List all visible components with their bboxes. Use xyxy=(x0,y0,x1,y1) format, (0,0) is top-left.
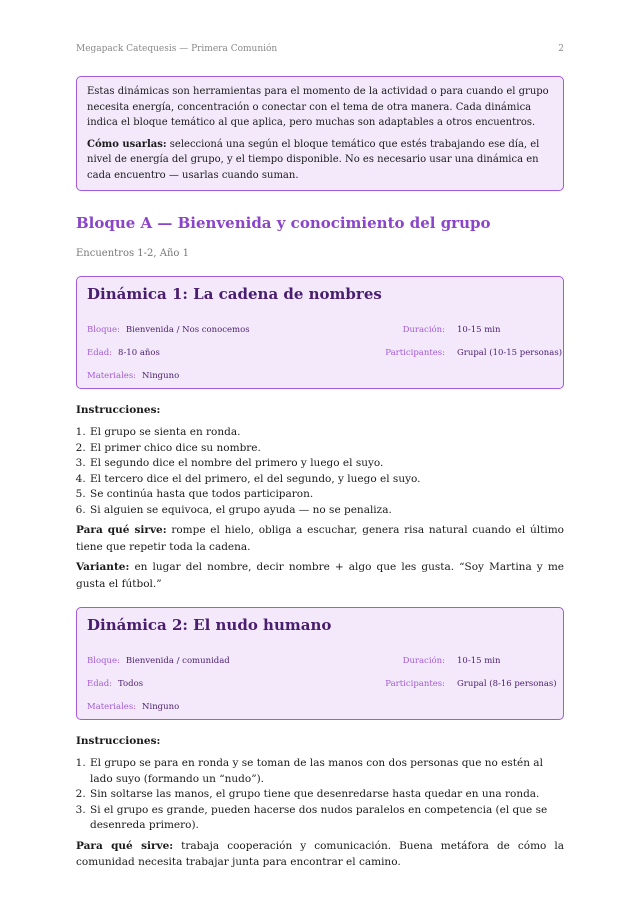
meta-value: 10-15 min xyxy=(457,325,501,335)
meta-label: Duración: xyxy=(402,656,445,666)
section-subtitle: Encuentros 1-2, Año 1 xyxy=(76,248,189,259)
dinamica-title: Dinámica 2: El nudo humano xyxy=(87,616,332,634)
meta-value: 8-10 años xyxy=(118,348,160,358)
meta-materiales xyxy=(87,702,179,712)
meta-participantes xyxy=(385,348,563,358)
purpose-text: trabaja cooperación y comunicación. Buena metáfora de cómo la comunidad necesita trabajar junta para encontrar el camino. xyxy=(76,839,565,868)
meta-value: Bienvenida / comunidad xyxy=(125,656,230,666)
instructions-heading: Instrucciones: xyxy=(76,404,161,416)
variant-paragraph xyxy=(76,559,564,592)
header-title: Megapack Catequesis — Primera Comunión xyxy=(76,44,278,54)
page-content xyxy=(76,76,564,871)
meta-value: Ninguno xyxy=(142,702,180,712)
meta-label: Materiales: xyxy=(87,371,137,381)
purpose-paragraph xyxy=(76,522,564,555)
intro-usage-paragraph xyxy=(87,137,553,184)
meta-participantes xyxy=(385,679,557,689)
instruction-step: 3. El segundo dice el nombre del primero y luego el suyo. xyxy=(89,456,564,472)
instruction-step: 2. Sin soltarse las manos, el grupo tiene que desenredarse hasta quedar en una ronda. xyxy=(89,787,564,803)
instructions-list xyxy=(76,425,564,518)
meta-label: Participantes: xyxy=(385,679,445,689)
meta-edad xyxy=(87,348,160,358)
section-title: Bloque A — Bienvenida y conocimiento del grupo xyxy=(76,214,491,232)
dinamica-card xyxy=(76,276,564,389)
meta-label: Edad: xyxy=(87,679,113,689)
meta-bloque xyxy=(87,656,230,666)
dinamica-meta xyxy=(87,304,563,384)
meta-value: Grupal (8-16 personas) xyxy=(457,679,557,689)
instructions-heading: Instrucciones: xyxy=(76,735,161,747)
meta-value: 10-15 min xyxy=(457,656,501,666)
instructions-list xyxy=(76,756,564,834)
instruction-step: 1. El grupo se sienta en ronda. xyxy=(89,425,564,441)
page-header xyxy=(76,44,564,56)
dinamica-title: Dinámica 1: La cadena de nombres xyxy=(87,285,382,303)
purpose-paragraph xyxy=(76,838,564,871)
meta-label: Materiales: xyxy=(87,702,137,712)
meta-label: Bloque: xyxy=(87,325,120,335)
variant-label: Variante: xyxy=(76,561,130,573)
meta-label: Bloque: xyxy=(87,656,120,666)
meta-value: Todos xyxy=(118,679,144,689)
purpose-label: Para qué sirve: xyxy=(76,524,167,536)
dinamica-meta xyxy=(87,635,557,715)
meta-label: Duración: xyxy=(402,325,445,335)
meta-materiales xyxy=(87,371,179,381)
meta-duracion xyxy=(402,325,501,335)
meta-label: Participantes: xyxy=(385,348,445,358)
variant-text: en lugar del nombre, decir nombre + algo que les gusta. “Soy Martina y me gusta el fútbol.” xyxy=(76,561,564,590)
meta-duracion xyxy=(402,656,501,666)
instruction-step: 6. Si alguien se equivoca, el grupo ayuda — no se penaliza. xyxy=(89,503,564,519)
meta-value: Ninguno xyxy=(142,371,180,381)
instruction-step: 1. El grupo se para en ronda y se toman de las manos con dos personas que no estén al lado suyo (formando un “nudo”). xyxy=(89,756,564,787)
intro-box xyxy=(76,76,564,191)
dinamica-card xyxy=(76,607,564,720)
intro-paragraph: Estas dinámicas son herramientas para el momento de la actividad o para cuando el grupo necesita energía, concentración o conectar con el tema de otra manera. Cada dinámica indica el bloque temático al que aplica, pero muchas son adaptables a otros encuentros. xyxy=(87,86,549,128)
instruction-step: 5. Se continúa hasta que todos participaron. xyxy=(89,487,564,503)
purpose-label: Para qué sirve: xyxy=(76,839,174,852)
meta-value: Bienvenida / Nos conocemos xyxy=(125,325,250,335)
instruction-step: 2. El primer chico dice su nombre. xyxy=(89,441,564,457)
usage-text: seleccioná una según el bloque temático que estés trabajando ese día, el nivel de energía del grupo, y el tiempo disponible. No es necesario usar una dinámica en cada encuentro — usarlas cuando suman. xyxy=(87,138,540,181)
meta-label: Edad: xyxy=(87,348,113,358)
instruction-step: 3. Si el grupo es grande, pueden hacerse dos nudos paralelos en competencia (el que se desenreda primero). xyxy=(89,803,564,834)
instruction-step: 4. El tercero dice el del primero, el del segundo, y luego el suyo. xyxy=(89,472,564,488)
meta-bloque xyxy=(87,325,250,335)
purpose-text: rompe el hielo, obliga a escuchar, genera risa natural cuando el último tiene que repetir toda la cadena. xyxy=(76,524,564,553)
page-number: 2 xyxy=(558,44,564,54)
meta-edad xyxy=(87,679,143,689)
usage-label: Cómo usarlas: xyxy=(87,138,167,150)
meta-value: Grupal (10-15 personas) xyxy=(457,348,563,358)
